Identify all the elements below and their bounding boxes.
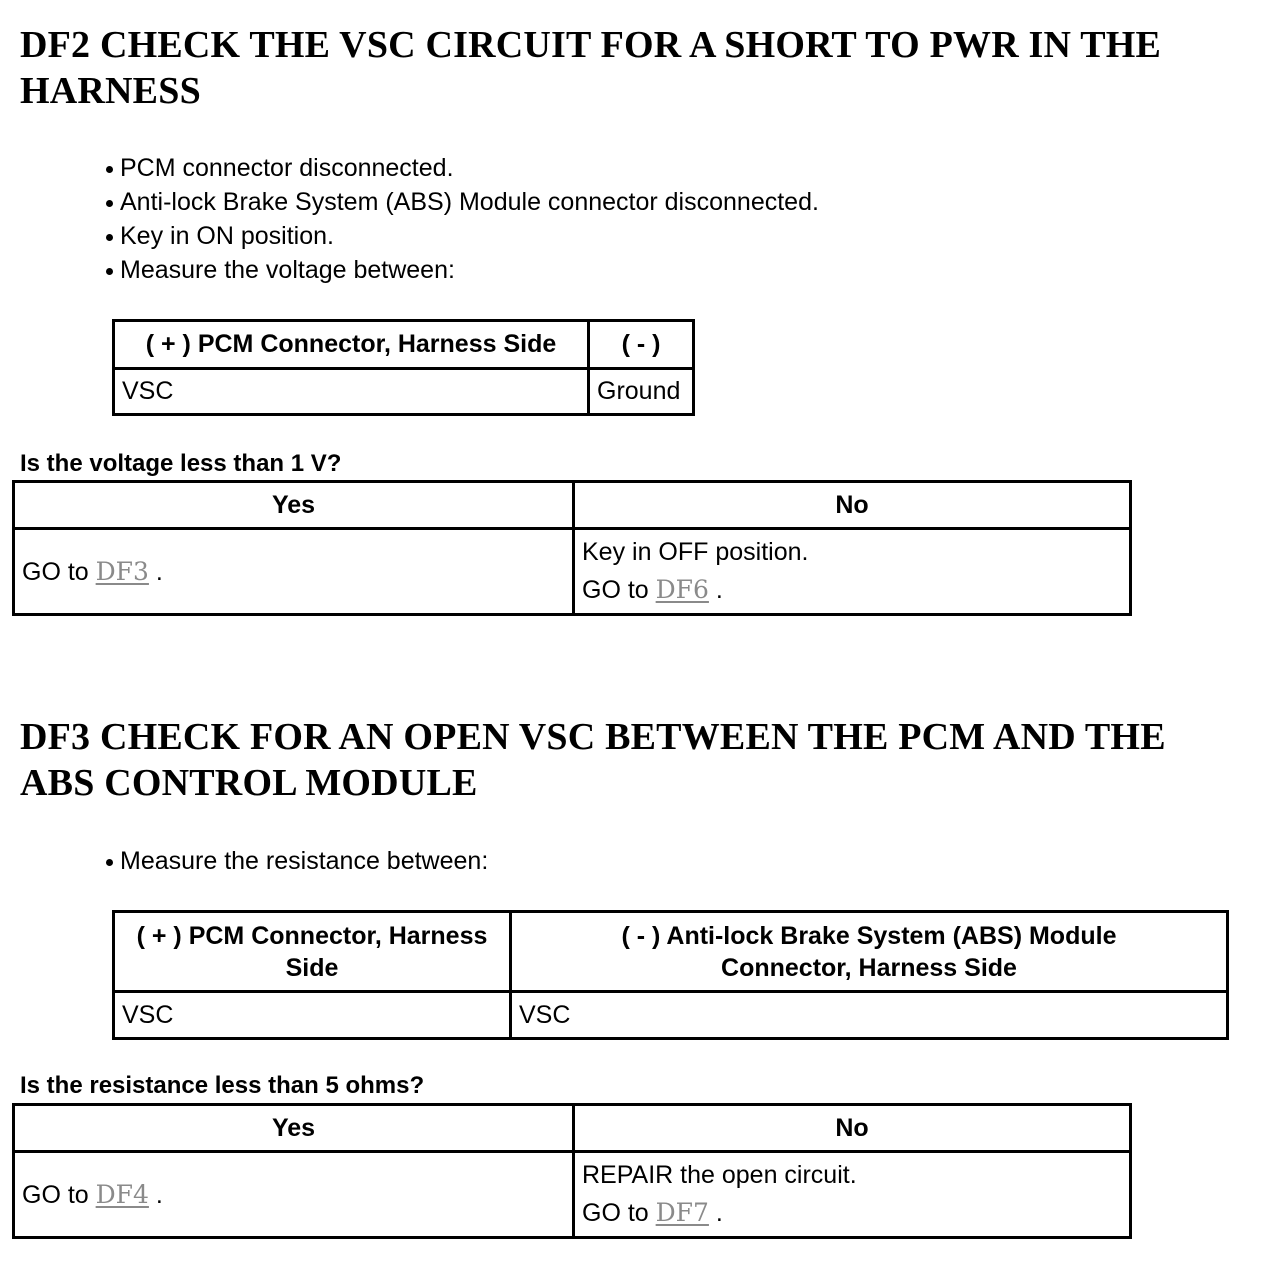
no-instruction: REPAIR the open circuit. xyxy=(582,1161,857,1189)
measure-cell-negative: Ground xyxy=(589,369,694,415)
bullet-item: Key in ON position. xyxy=(104,219,819,253)
df3-heading: DF3 CHECK FOR AN OPEN VSC BETWEEN THE PCM AND THE ABS CONTROL MODULE xyxy=(20,716,1166,804)
decision-header-no: No xyxy=(574,482,1131,529)
decision-header-no: No xyxy=(574,1105,1131,1152)
bullet-item: Anti-lock Brake System (ABS) Module connector disconnected. xyxy=(104,185,819,219)
bullet-item: Measure the voltage between: xyxy=(104,253,819,287)
measure-cell-positive: VSC xyxy=(114,992,511,1039)
df4-link[interactable]: DF4 xyxy=(95,1179,149,1209)
df2-decision-table xyxy=(12,480,1132,616)
decision-cell-no xyxy=(574,529,1131,615)
measure-cell-positive: VSC xyxy=(114,369,589,415)
goto-text: GO to xyxy=(22,557,89,586)
decision-cell-no xyxy=(574,1152,1131,1238)
goto-text: GO to xyxy=(22,1180,89,1209)
decision-cell-yes xyxy=(14,529,574,615)
no-instruction: Key in OFF position. xyxy=(582,538,809,566)
bullet-item: PCM connector disconnected. xyxy=(104,151,819,185)
goto-period: . xyxy=(715,576,723,604)
decision-header-yes: Yes xyxy=(14,482,574,529)
df3-decision-table xyxy=(12,1103,1132,1239)
df2-measure-table xyxy=(112,319,695,416)
measure-header-negative: ( - ) Anti-lock Brake System (ABS) Module Connector, Harness Side xyxy=(511,912,1228,992)
measure-header-positive: ( + ) PCM Connector, Harness Side xyxy=(114,912,511,992)
no-goto-line xyxy=(582,571,1122,609)
no-goto-line xyxy=(582,1194,1122,1232)
measure-header-negative: ( - ) xyxy=(589,321,694,369)
df3-measure-table xyxy=(112,910,1229,1040)
df2-bullet-list xyxy=(104,151,819,287)
bullet-item: Measure the resistance between: xyxy=(104,844,488,878)
decision-header-yes: Yes xyxy=(14,1105,574,1152)
df6-link[interactable]: DF6 xyxy=(655,575,709,604)
df2-heading: DF2 CHECK THE VSC CIRCUIT FOR A SHORT TO PWR IN THE HARNESS xyxy=(20,24,1162,112)
df7-link[interactable]: DF7 xyxy=(655,1198,709,1227)
df3-question: Is the resistance less than 5 ohms? xyxy=(20,1072,425,1099)
measure-cell-negative: VSC xyxy=(511,992,1228,1039)
goto-period: . xyxy=(155,557,163,586)
goto-text: GO to xyxy=(582,1199,649,1227)
goto-period: . xyxy=(715,1199,723,1227)
df3-link[interactable]: DF3 xyxy=(95,556,149,586)
df3-bullet-list xyxy=(104,844,488,878)
df2-question: Is the voltage less than 1 V? xyxy=(20,450,342,477)
goto-text: GO to xyxy=(582,576,649,604)
decision-cell-yes xyxy=(14,1152,574,1238)
measure-header-positive: ( + ) PCM Connector, Harness Side xyxy=(114,321,589,369)
goto-period: . xyxy=(155,1180,163,1209)
